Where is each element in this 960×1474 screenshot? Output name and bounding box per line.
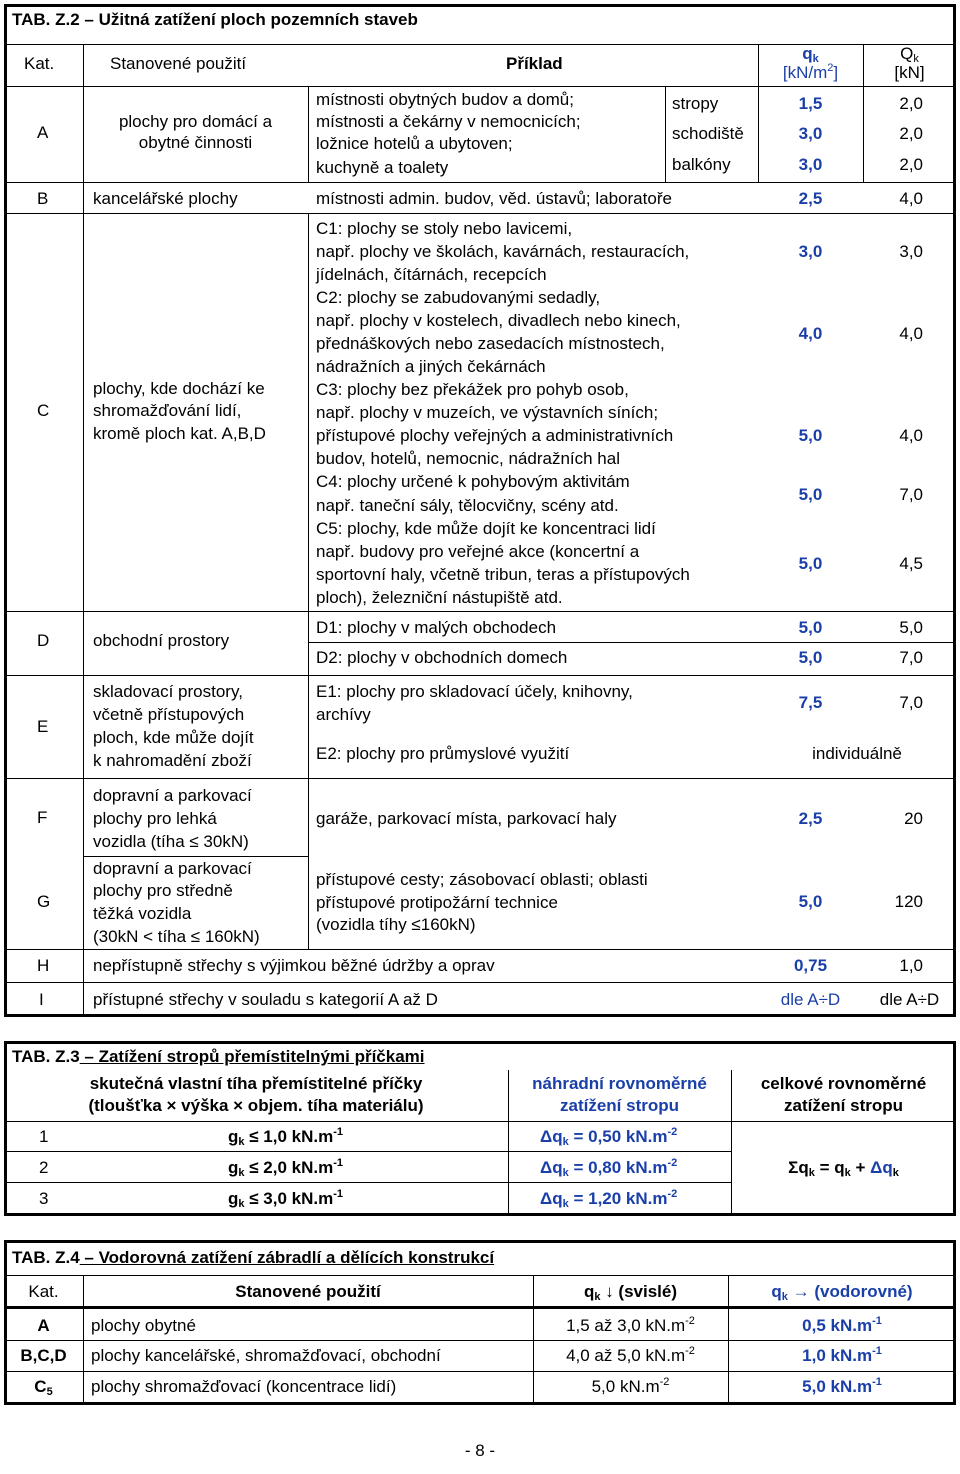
row-f-use-2: plochy pro lehká	[93, 809, 217, 828]
row-a-sub-2-q: 3,0	[798, 124, 823, 143]
e2-text: E2: plochy pro průmyslové využití	[316, 744, 570, 763]
c2-q: 4,0	[798, 324, 823, 343]
row-g-example-1: přístupové cesty; zásobovací oblasti; oblasti	[316, 870, 648, 889]
row-b-example: místnosti admin. budov, věd. ústavů; laboratoře	[316, 189, 672, 208]
row-c-kat: C	[37, 401, 50, 420]
z3-row-2-dq: $\Delta q_k = 0,80$ $kN.m^{-2}$	[540, 1157, 678, 1179]
row-d-use: obchodní prostory	[93, 631, 230, 650]
z4-header-horizontal: $q_k$ → (vodorovné)	[771, 1282, 913, 1303]
z4-row-2-kat: B,C,D	[20, 1346, 67, 1365]
d2-q: 5,0	[798, 648, 823, 667]
c3-q: 5,0	[798, 426, 823, 445]
c4-q: 5,0	[798, 485, 823, 504]
header-qk: $q_k$	[802, 44, 819, 65]
row-a-sub-2-name: schodiště	[672, 124, 744, 143]
row-g-kat: G	[37, 892, 51, 911]
row-a-sub-3-Q: 2,0	[899, 155, 923, 174]
row-g-use-1: dopravní a parkovací	[93, 859, 252, 878]
z3-row-3-g: $g_k \le 3,0$ $kN.m^{-1}$	[228, 1188, 343, 1210]
c5-line-4: ploch), železniční nástupiště atd.	[316, 588, 563, 607]
z4-row-2-vertical: 4,0 až 5,0 $kN.m^{-2}$	[566, 1345, 695, 1365]
d1-text: D1: plochy v malých obchodech	[316, 618, 557, 637]
e2-value: individuálně	[812, 744, 902, 763]
row-a-sub-2-Q: 2,0	[899, 124, 923, 143]
c3-Q: 4,0	[899, 426, 923, 445]
z3-row-1-n: 1	[39, 1127, 49, 1146]
c2-line-3: přednáškových nebo zasedacích místnostech,	[316, 334, 665, 353]
row-a-sub-3-q: 3,0	[798, 155, 823, 174]
c5-line-2: např. budovy pro veřejné akce (koncertní a	[316, 542, 640, 561]
row-e-use-2: včetně přístupových	[93, 705, 245, 724]
row-g-example-3: (vozidla tíhy ≤160kN)	[316, 915, 476, 934]
c4-Q: 7,0	[899, 485, 923, 504]
row-a-sub-3-name: balkóny	[672, 155, 731, 174]
row-a-kat: A	[37, 123, 49, 142]
z4-row-3-horizontal: 5,0 $kN.m^{-1}$	[802, 1376, 882, 1396]
z3-row-2-n: 2	[39, 1158, 49, 1177]
row-i-q: dle A÷D	[780, 990, 841, 1009]
c4-line-1: C4: plochy určené k pohybovým aktivitám	[316, 472, 630, 491]
row-c-use-3: kromě ploch kat. A,B,D	[93, 424, 266, 443]
d1-q: 5,0	[798, 618, 823, 637]
z4-row-1-kat: A	[37, 1316, 50, 1335]
e1-q: 7,5	[798, 693, 823, 712]
c2-line-4: nádražních a jiných čekárnách	[316, 357, 546, 376]
row-h-q: 0,75	[793, 956, 828, 975]
z3-header-1-line-2: (tloušťka × výška × objem. tíha materiálu)	[88, 1096, 424, 1115]
z3-header-3-line-1: celkové rovnoměrné	[760, 1074, 927, 1093]
row-f-Q: 20	[904, 809, 923, 828]
header-kat: Kat.	[24, 54, 55, 73]
row-i-kat: I	[39, 990, 44, 1009]
z3-header-2-line-1: náhradní rovnoměrné	[532, 1074, 707, 1093]
c5-line-3: sportovní haly, včetně tribun, teras a přístupových	[316, 565, 690, 584]
row-a-example-2: místnosti a čekárny v nemocnicích;	[316, 112, 581, 131]
d2-text: D2: plochy v obchodních domech	[316, 648, 568, 667]
row-b-Q: 4,0	[899, 189, 923, 208]
c1-Q: 3,0	[899, 242, 923, 261]
z4-header-vertical: $q_k$ ↓ (svislé)	[583, 1282, 678, 1303]
z3-total-formula: $\Sigma q_k = q_k + \Delta q_k$	[788, 1158, 899, 1179]
table-z3-title: TAB. Z.3 – Zatížení stropů přemístitelnými příčkami	[12, 1047, 425, 1066]
z3-header-2-line-2: zatížení stropu	[559, 1096, 679, 1115]
row-f-use-1: dopravní a parkovací	[93, 786, 252, 805]
header-qk-unit: $[kN/m^2]$	[782, 62, 839, 82]
row-a-example-3: ložnice hotelů a ubytoven;	[316, 134, 513, 153]
c5-q: 5,0	[798, 554, 823, 573]
header-use: Stanovené použití	[110, 54, 247, 73]
c1-line-3: jídelnách, čítárnách, recepcích	[316, 265, 547, 284]
c3-line-3: přístupové plochy veřejných a administrativních	[316, 426, 674, 445]
row-f-use-3: vozidla (tíha ≤ 30kN)	[93, 832, 249, 851]
z4-row-2-use: plochy kancelářské, shromažďovací, obchodní	[91, 1346, 441, 1365]
row-b-kat: B	[37, 189, 49, 208]
row-e-use-1: skladovací prostory,	[93, 682, 243, 701]
row-g-q: 5,0	[798, 892, 823, 911]
row-f-example: garáže, parkovací místa, parkovací haly	[316, 809, 617, 828]
page-number: - 8 -	[464, 1441, 496, 1460]
row-a-example-4: kuchyně a toalety	[316, 158, 449, 177]
c5-line-1: C5: plochy, kde může dojít ke koncentraci lidí	[316, 519, 656, 538]
c2-line-1: C2: plochy se zabudovanými sedadly,	[316, 288, 601, 307]
c3-line-1: C3: plochy bez překážek pro pohyb osob,	[316, 380, 629, 399]
z4-row-3-vertical: 5,0 $kN.m^{-2}$	[591, 1376, 670, 1396]
header-Qk-unit: [kN]	[894, 63, 925, 82]
row-c-use-1: plochy, kde dochází ke	[93, 379, 265, 398]
z3-row-1-g: $g_k \le 1,0$ $kN.m^{-1}$	[228, 1126, 343, 1148]
c5-Q: 4,5	[899, 554, 923, 573]
z4-header-use: Stanovené použití	[235, 1282, 381, 1301]
row-f-q: 2,5	[798, 809, 823, 828]
row-h-kat: H	[37, 956, 50, 975]
row-i-Q: dle A÷D	[879, 990, 940, 1009]
e1-line-2: archívy	[316, 705, 371, 724]
row-g-Q: 120	[894, 892, 923, 911]
z3-row-3-n: 3	[39, 1189, 49, 1208]
c4-line-2: např. taneční sály, tělocvičny, scény atd.	[316, 496, 619, 515]
row-a-example-1: místnosti obytných budov a domů;	[316, 90, 574, 109]
c2-line-2: např. plochy v kostelech, divadlech nebo kinech,	[316, 311, 681, 330]
z4-row-1-horizontal: 0,5 $kN.m^{-1}$	[802, 1315, 882, 1335]
z3-row-2-g: $g_k \le 2,0$ $kN.m^{-1}$	[228, 1157, 343, 1179]
row-h-text: nepřístupně střechy s výjimkou běžné údržby a oprav	[93, 956, 495, 975]
z3-row-3-dq: $\Delta q_k = 1,20$ $kN.m^{-2}$	[540, 1188, 678, 1210]
z4-row-1-use: plochy obytné	[91, 1316, 196, 1335]
table-z2-title: TAB. Z.2 – Užitná zatížení ploch pozemních staveb	[12, 10, 418, 29]
row-h-Q: 1,0	[899, 956, 923, 975]
header-example: Příklad	[506, 54, 563, 73]
row-a-sub-1-name: stropy	[672, 94, 719, 113]
row-g-use-3: těžká vozidla	[93, 904, 192, 923]
row-e-use-3: ploch, kde může dojít	[93, 728, 254, 747]
row-g-use-2: plochy pro středně	[93, 881, 233, 900]
z4-row-1-vertical: 1,5 až 3,0 $kN.m^{-2}$	[566, 1315, 695, 1335]
z4-row-2-horizontal: 1,0 $kN.m^{-1}$	[802, 1345, 882, 1365]
z3-header-1-line-1: skutečná vlastní tíha přemístitelné příčky	[89, 1074, 423, 1093]
c3-line-2: např. plochy v muzeích, ve výstavních síních;	[316, 403, 659, 422]
z3-header-3-line-2: zatížení stropu	[783, 1096, 903, 1115]
row-g-use-4: (30kN < tíha ≤ 160kN)	[93, 927, 260, 946]
d1-Q: 5,0	[899, 618, 923, 637]
z4-row-3-use: plochy shromažďovací (koncentrace lidí)	[91, 1377, 397, 1396]
row-i-text: přístupné střechy v souladu s kategorií A až D	[93, 990, 438, 1009]
row-a-use-1: plochy pro domácí a	[118, 112, 273, 131]
row-a-sub-1-q: 1,5	[798, 94, 823, 113]
row-a-use-2: obytné činnosti	[138, 133, 253, 152]
row-f-kat: F	[37, 808, 48, 827]
z4-row-3-kat: $C_5$	[34, 1377, 53, 1398]
row-b-q: 2,5	[798, 189, 823, 208]
row-d-kat: D	[37, 631, 50, 650]
e1-Q: 7,0	[899, 693, 923, 712]
z3-row-1-dq: $\Delta q_k = 0,50$ $kN.m^{-2}$	[540, 1126, 678, 1148]
row-g-example-2: přístupové protipožární technice	[316, 893, 558, 912]
header-Qk: $Q_k$	[900, 44, 919, 65]
c1-q: 3,0	[798, 242, 823, 261]
c2-Q: 4,0	[899, 324, 923, 343]
row-c-use-2: shromažďování lidí,	[93, 401, 242, 420]
c1-line-2: např. plochy ve školách, kavárnách, restauracích,	[316, 242, 690, 261]
e1-line-1: E1: plochy pro skladovací účely, knihovny,	[316, 682, 633, 701]
z4-header-kat: Kat.	[28, 1282, 59, 1301]
d2-Q: 7,0	[899, 648, 923, 667]
row-b-use: kancelářské plochy	[93, 189, 238, 208]
c3-line-4: budov, hotelů, nemocnic, nádražních hal	[316, 449, 620, 468]
row-a-sub-1-Q: 2,0	[899, 94, 923, 113]
table-z4-title: TAB. Z.4 – Vodorovná zatížení zábradlí a dělících konstrukcí	[12, 1248, 495, 1267]
c1-line-1: C1: plochy se stoly nebo lavicemi,	[316, 219, 573, 238]
row-e-kat: E	[37, 717, 49, 736]
row-e-use-4: k nahromadění zboží	[93, 751, 252, 770]
